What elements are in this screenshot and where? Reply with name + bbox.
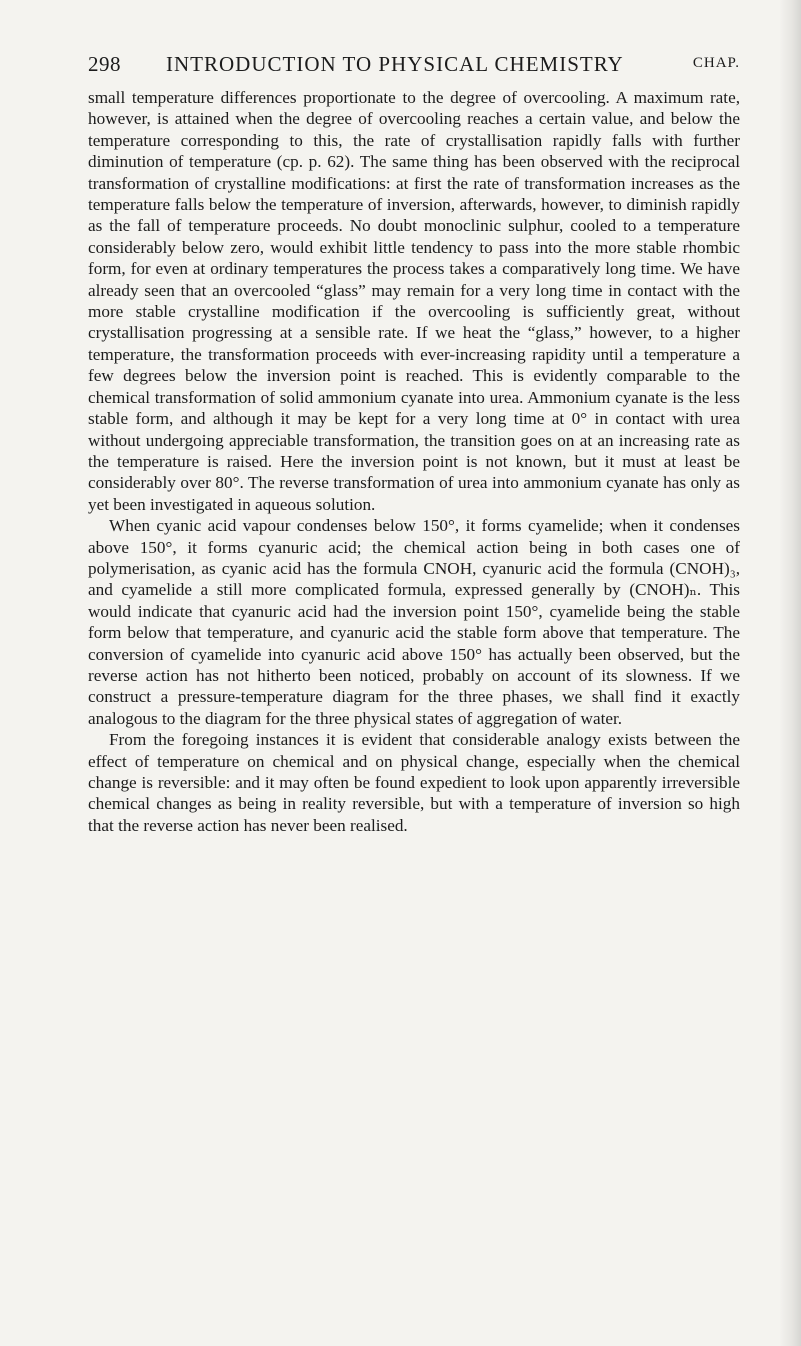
- body-text: [88, 87, 740, 836]
- paragraph: From the foregoing instances it is evident that considerable analogy exists between the effect of temperature on chemical and on physical change, especially when the chemical change is reversible: and it may often be found expedient to look upon apparently irreversible chemical changes as being in reality reversible, but with a temperature of inversion so high that the reverse action has never been realised.: [88, 730, 740, 835]
- running-title: INTRODUCTION TO PHYSICAL CHEMISTRY: [166, 52, 624, 76]
- page-edge-shadow: [779, 0, 801, 1346]
- running-header: [88, 52, 740, 80]
- paragraph: small temperature differences proportionate to the degree of overcooling. A maximum rate, however, is attained when the degree of overcooling reaches a certain value, and below the temperature corresponding to this, the rate of crystallisation rapidly falls with further diminution of temperature (cp. p. 62). The same thing has been observed with the reciprocal transformation of crystalline modifications: at first the rate of transformation increases as the temperature falls below the temperature of inversion, afterwards, however, to diminish rapidly as the fall of temperature proceeds. No doubt monoclinic sulphur, cooled to a temperature considerably below zero, would exhibit little tendency to pass into the more stable rhombic form, for even at ordinary temperatures the process takes a comparatively long time. We have already seen that an overcooled “glass” may remain for a very long time in contact with the more stable crystalline modification if the overcooling is sufficiently great, without crystallisation progressing at a sensible rate. If we heat the “glass,” however, to a higher temperature, the transformation proceeds with ever-increasing rapidity until a temperature a few degrees below the inversion point is reached. This is evidently comparable to the chemical transformation of solid ammonium cyanate into urea. Ammonium cyanate is the less stable form, and although it may be kept for a very long time at 0° in contact with urea without undergoing appreciable transformation, the transition goes on at an increasing rate as the temperature is raised. Here the inversion point is not known, but it must at least be considerably over 80°. The reverse transformation of urea into ammonium cyanate has only as yet been investigated in aqueous solution.: [88, 88, 740, 514]
- paragraph: When cyanic acid vapour condenses below 150°, it forms cyamelide; when it condenses above 150°, it forms cyanuric acid; the chemical action being in both cases one of polymerisation, as cyanic acid has the formula CNOH, cyanuric acid the formula (CNOH)₃, and cyamelide a still more complicated formula, expressed generally by (CNOH)ₙ. This would indicate that cyanuric acid had the inversion point 150°, cyamelide being the stable form below that temperature, and cyanuric acid the stable form above that temperature. The conversion of cyamelide into cyanuric acid above 150° has actually been observed, but the reverse action has not hitherto been noticed, probably on account of its slowness. If we construct a pressure-temperature diagram for the three phases, we shall find it exactly analogous to the diagram for the three physical states of aggregation of water.: [88, 516, 740, 728]
- page-number: 298: [88, 52, 121, 76]
- chapter-label: CHAP.: [692, 55, 740, 71]
